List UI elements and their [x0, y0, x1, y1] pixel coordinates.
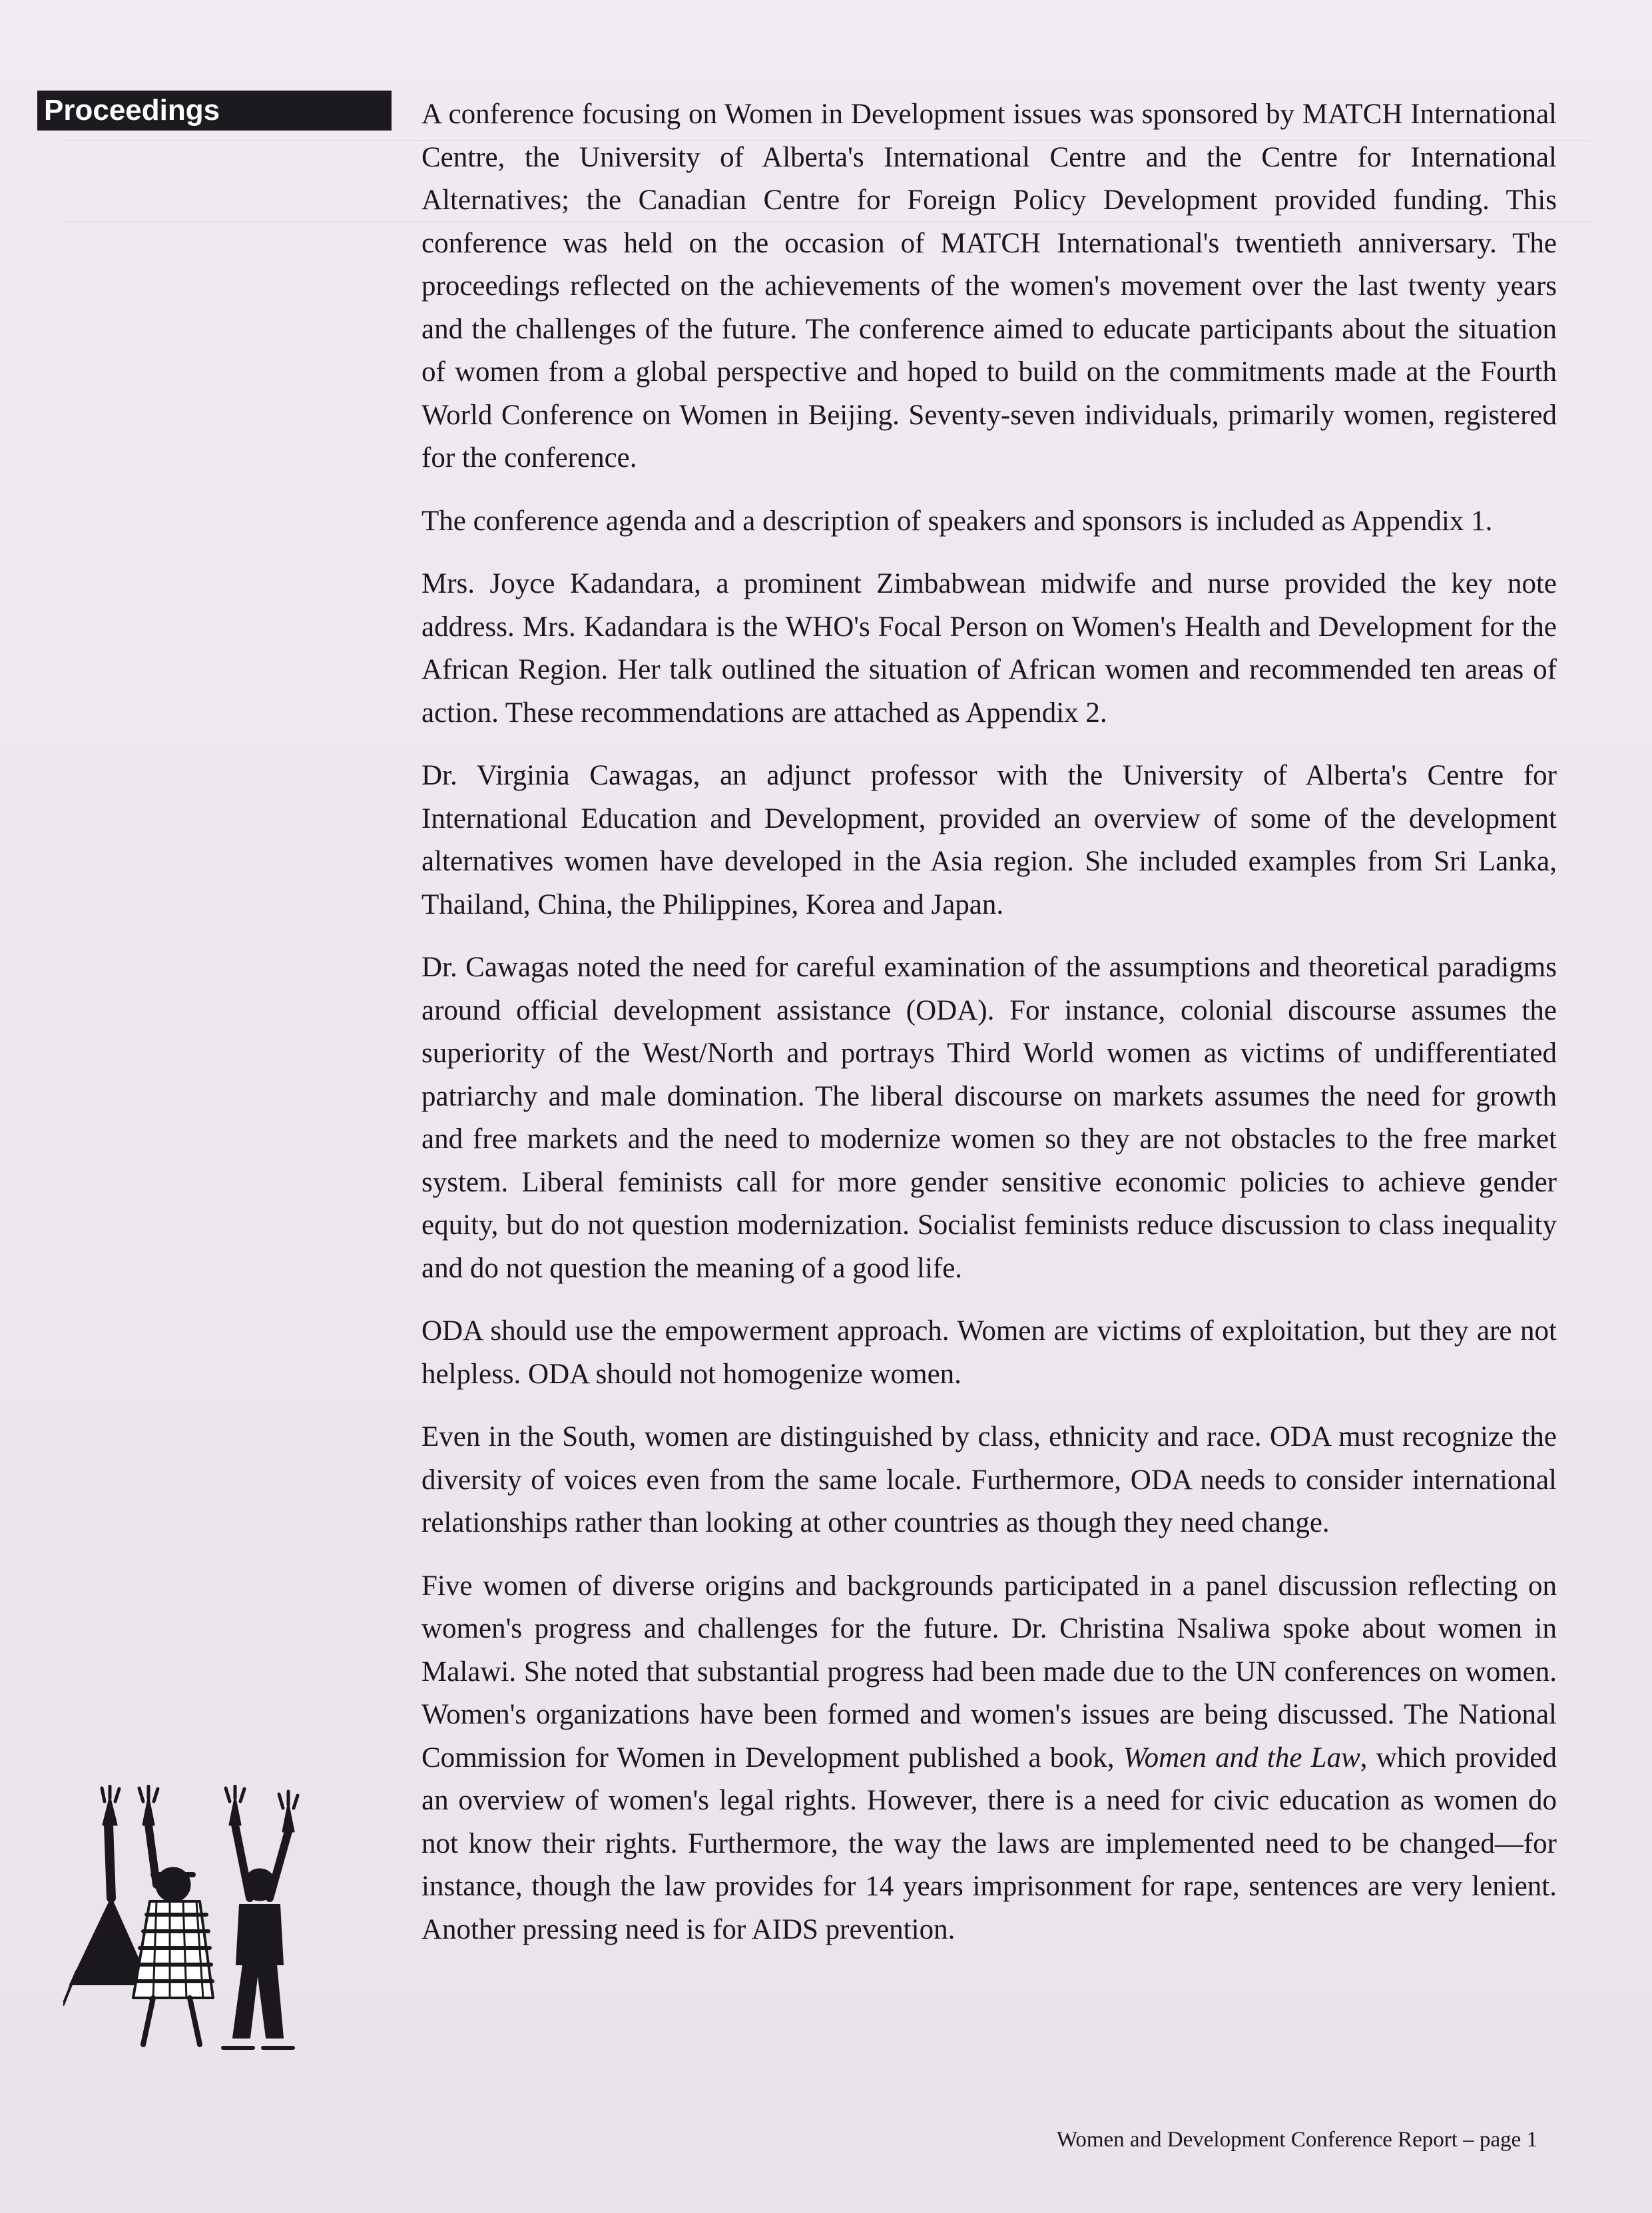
page-footer: Women and Development Conference Report – page 1 [1056, 2128, 1537, 2152]
paragraph-oda-assumptions: Dr. Cawagas noted the need for careful examination of the assumptions and theoretical paradigms around official development assistance (ODA). For instance, colonial discourse assumes the superiority of the West/North and portrays Third World women as victims of undifferentiated patriarchy and male domination. The liberal discourse on markets assumes the need for growth and free markets and the need to modernize women so they are not obstacles to the free market system. Liberal feminists call for more gender sensitive economic policies to achieve gender equity, but do not question modernization. Socialist feminists reduce discussion to class inequality and do not question the meaning of a good life. [421, 952, 1557, 1284]
book-title: Women and the Law [1123, 1741, 1360, 1773]
women-raising-arms-illustration-icon [63, 1785, 316, 2064]
paragraph-empowerment: ODA should use the empowerment approach. Women are victims of exploitation, but they are not helpless. ODA should not homogenize women. [421, 1315, 1557, 1390]
paragraph-agenda: The conference agenda and a description of speakers and sponsors is included as Appendix 1. [421, 505, 1493, 537]
paragraph-intro: A conference focusing on Women in Development issues was sponsored by MATCH International Centre, the University of Alberta's International Centre and the Centre for International Alternatives; the Canadian Centre for Foreign Policy Development provided funding. This conference was held on the occasion of MATCH International's twentieth anniversary. The proceedings reflected on the achievements of the women's movement over the last twenty years and the challenges of the future. The conference aimed to educate participants about the situation of women from a global perspective and hoped to build on the commitments made at the Fourth World Conference on Women in Beijing. Seventy-seven individuals, primarily women, registered for the conference. [421, 99, 1557, 474]
paragraph-south-diversity: Even in the South, women are distinguished by class, ethnicity and race. ODA must recognize the diversity of voices even from the same locale. Furthermore, ODA needs to consider international relationships rather than looking at other countries as though they need change. [421, 1421, 1557, 1538]
paragraph-keynote: Mrs. Joyce Kadandara, a prominent Zimbabwean midwife and nurse provided the key note address. Mrs. Kadandara is the WHO's Focal Person on Women's Health and Development for the African Region. Her talk outlined the situation of African women and recommended ten areas of action. These recommendations are attached as Appendix 2. [421, 568, 1557, 729]
paragraph-panel-discussion [421, 1565, 1557, 1952]
panel-text-after: , which provided an overview of women's legal rights. However, there is a need for civic education as women do not know their rights. Furthermore, the way the laws are implemented need to be changed—for instance, though the law provides for 14 years imprisonment for rape, sentences are very lenient. Another pressing need is for AIDS prevention. [421, 1741, 1557, 1945]
paragraph-cawagas-overview: Dr. Virginia Cawagas, an adjunct professor with the University of Alberta's Centre for International Education and Development, provided an overview of some of the development alternatives women have developed in the Asia region. She included examples from Sri Lanka, Thailand, China, the Philippines, Korea and Japan. [421, 760, 1557, 920]
section-label-proceedings: Proceedings [37, 91, 392, 131]
panel-text-before: Five women of diverse origins and backgrounds participated in a panel discussion reflecting on women's progress and challenges for the future. Dr. Christina Nsaliwa spoke about women in Malawi. She noted that substantial progress had been made due to the UN conferences on women. Women's organizations have been formed and women's issues are being discussed. The National Commission for Women in Development published a book, [421, 1570, 1557, 1773]
body-text [421, 93, 1557, 1971]
